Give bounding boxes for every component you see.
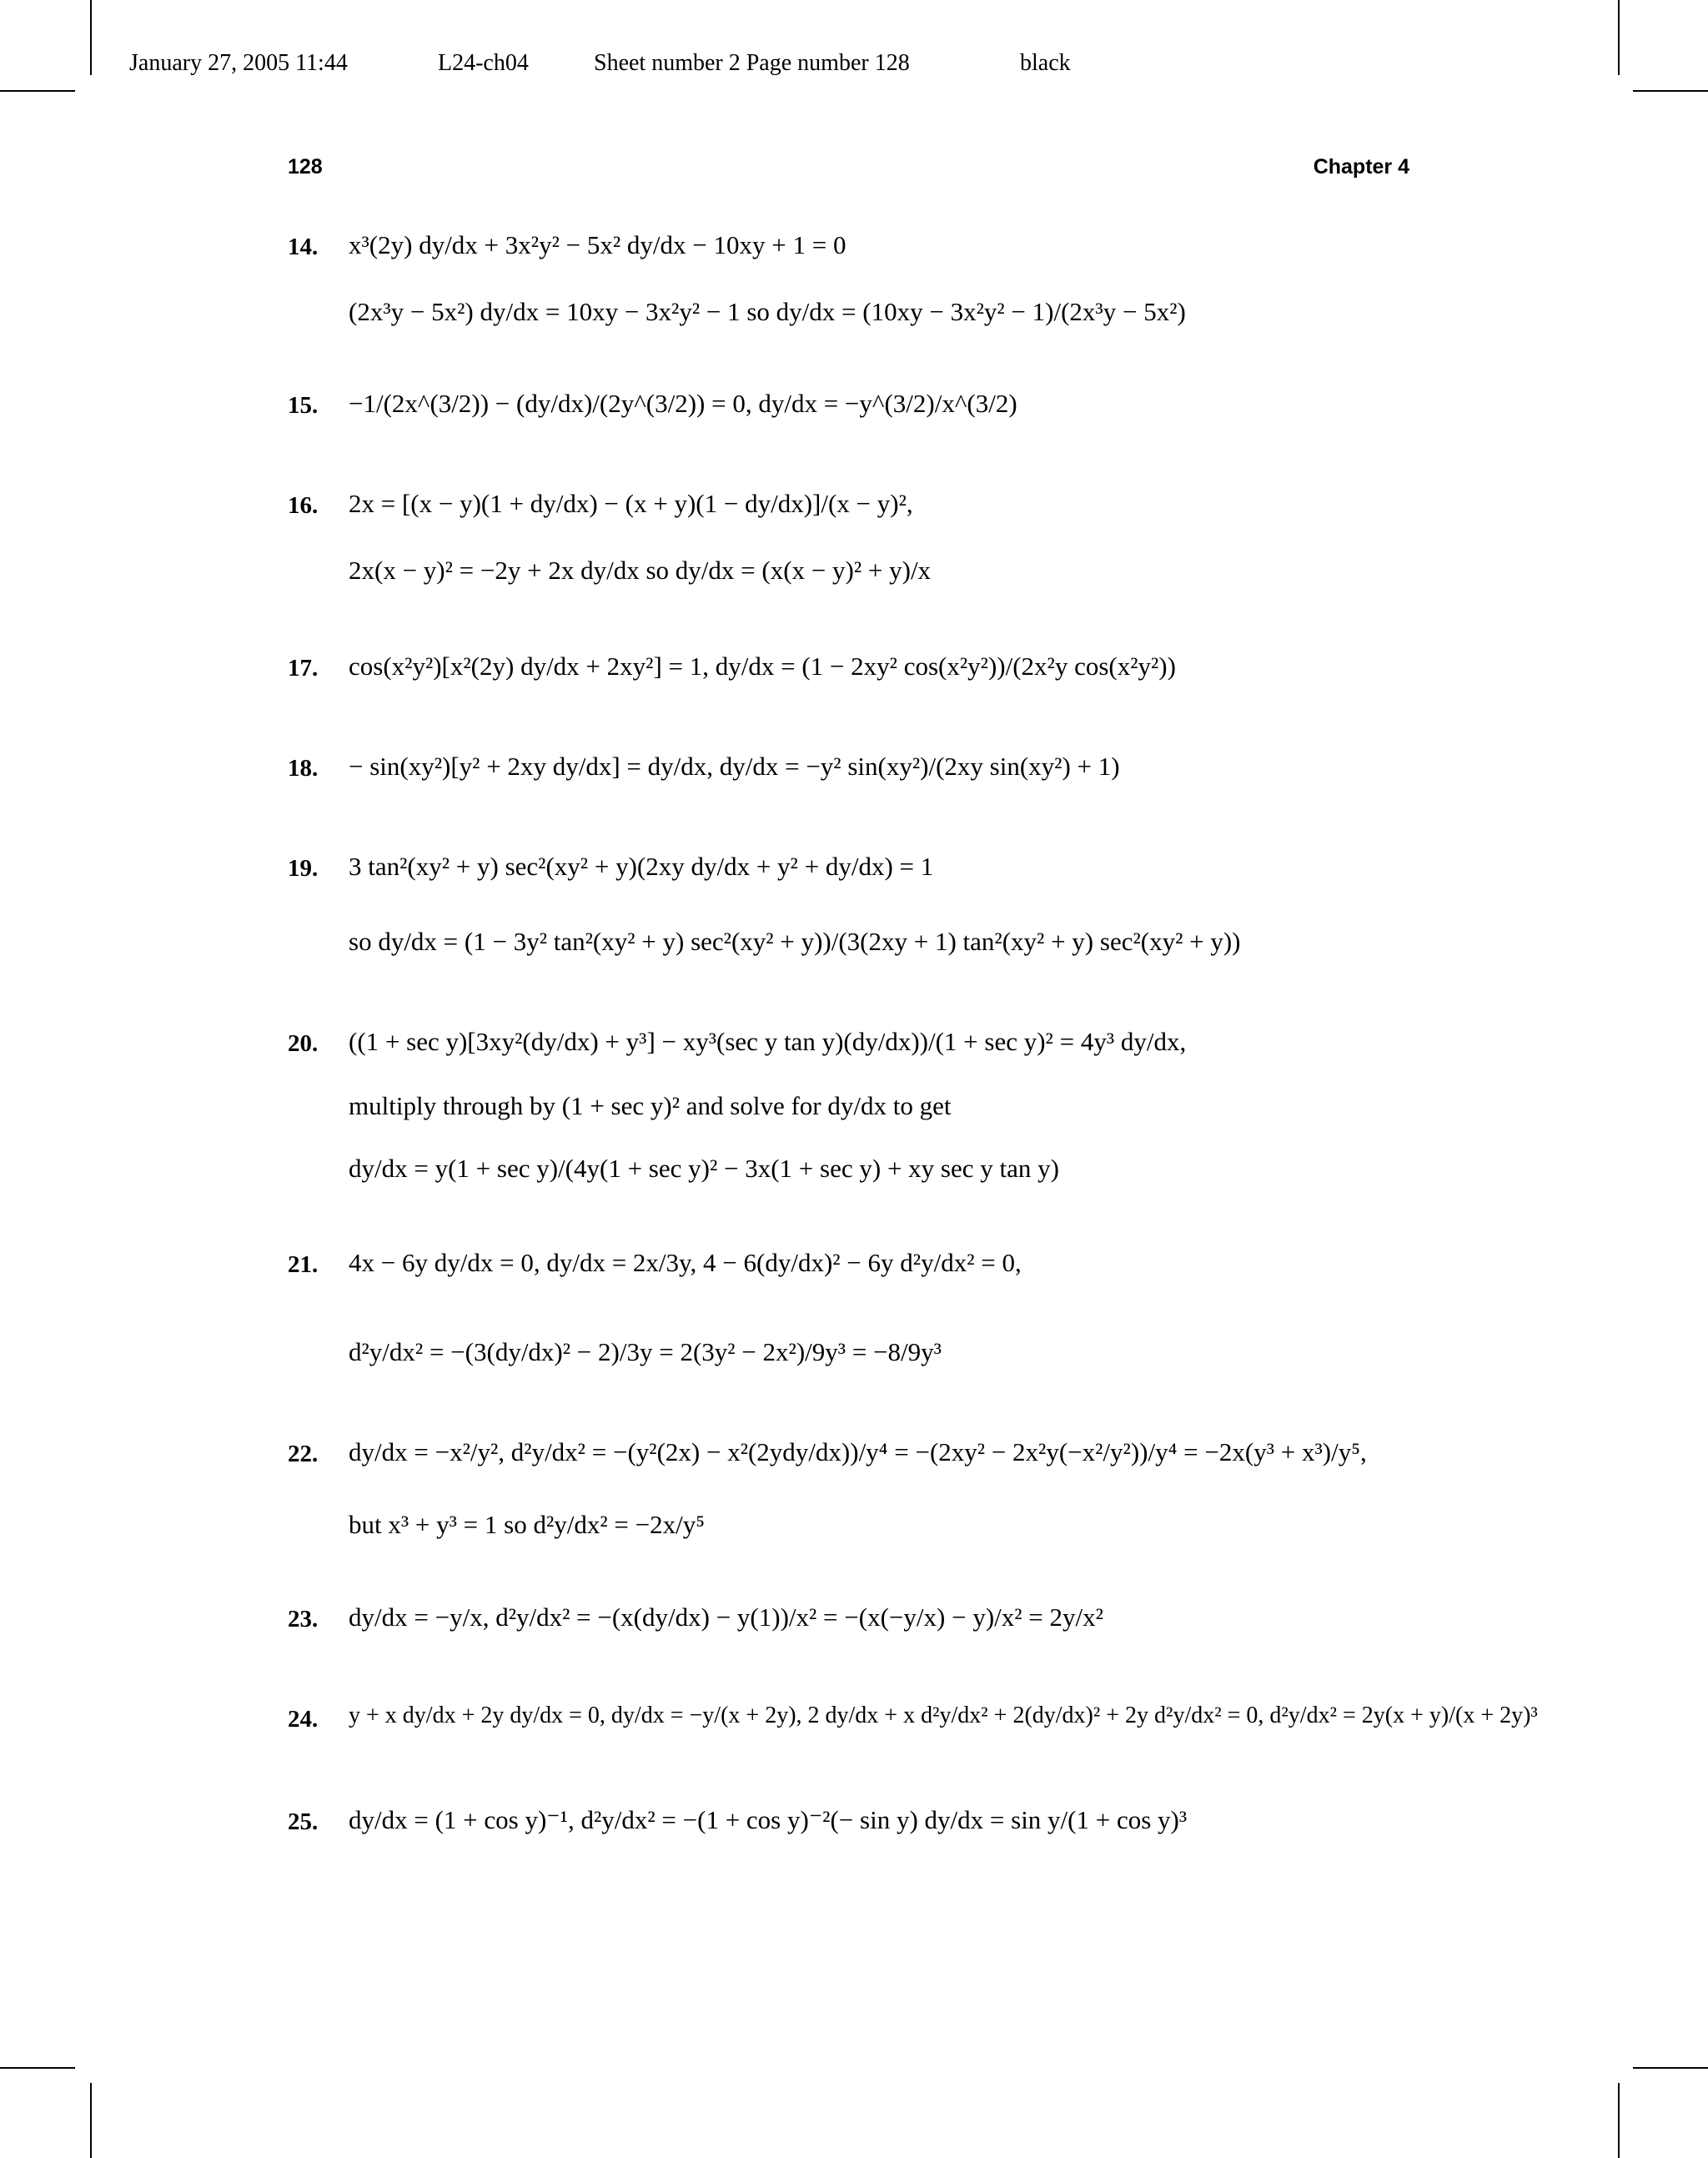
equation-line: dy/dx = −y/x, d²y/dx² = −(x(dy/dx) − y(1))/x² = −(x(−y/x) − y)/x² = 2y/x² (349, 1602, 1103, 1632)
equation-line: cos(x²y²)[x²(2y) dy/dx + 2xy²] = 1, dy/dx = (1 − 2xy² cos(x²y²))/(2x²y cos(x²y²)) (349, 651, 1176, 681)
equation-line: x³(2y) dy/dx + 3x²y² − 5x² dy/dx − 10xy + 1 = 0 (349, 230, 846, 259)
problem-number: 24. (288, 1706, 319, 1733)
slug-sheet: Sheet number 2 Page number 128 (594, 50, 910, 76)
equation-line: multiply through by (1 + sec y)² and solve for dy/dx to get (349, 1091, 952, 1120)
problem-number: 16. (288, 492, 319, 519)
slug-date: January 27, 2005 11:44 (129, 50, 348, 76)
crop-mark (90, 2083, 92, 2158)
chapter-title: Chapter 4 (1313, 155, 1409, 179)
equation-line: dy/dx = y(1 + sec y)/(4y(1 + sec y)² − 3x(1 + sec y) + xy sec y tan y) (349, 1154, 1059, 1183)
equation-line: y + x dy/dx + 2y dy/dx = 0, dy/dx = −y/(x + 2y), 2 dy/dx + x d²y/dx² + 2(dy/dx)² + 2y d²y/dx² = 0, d²y/dx² = 2y(x + y)/(x + 2y)³ (349, 1703, 1538, 1728)
crop-mark (90, 0, 92, 75)
equation-line: so dy/dx = (1 − 3y² tan²(xy² + y) sec²(xy² + y))/(3(2xy + 1) tan²(xy² + y) sec²(xy² + y)) (349, 927, 1241, 956)
page-number: 128 (288, 155, 323, 179)
crop-mark (1633, 90, 1708, 92)
equation-line: −1/(2x^(3/2)) − (dy/dx)/(2y^(3/2)) = 0, dy/dx = −y^(3/2)/x^(3/2) (349, 389, 1017, 418)
crop-mark (1618, 2083, 1620, 2158)
problem-number: 15. (288, 392, 319, 419)
crop-mark (1618, 0, 1620, 75)
slug-file: L24-ch04 (438, 50, 529, 76)
problem-number: 19. (288, 855, 319, 882)
problem-number: 25. (288, 1808, 319, 1835)
equation-line: (2x³y − 5x²) dy/dx = 10xy − 3x²y² − 1 so dy/dx = (10xy − 3x²y² − 1)/(2x³y − 5x²) (349, 297, 1186, 326)
equation-line: but x³ + y³ = 1 so d²y/dx² = −2x/y⁵ (349, 1510, 706, 1539)
crop-mark (0, 2067, 75, 2069)
problem-number: 14. (288, 234, 319, 260)
slug-color: black (1020, 50, 1071, 76)
problem-number: 21. (288, 1251, 319, 1278)
crop-mark (1633, 2067, 1708, 2069)
equation-line: − sin(xy²)[y² + 2xy dy/dx] = dy/dx, dy/dx = −y² sin(xy²)/(2xy sin(xy²) + 1) (349, 752, 1120, 781)
problem-number: 20. (288, 1030, 319, 1057)
problem-number: 17. (288, 655, 319, 682)
problem-number: 23. (288, 1606, 319, 1632)
equation-line: ((1 + sec y)[3xy²(dy/dx) + y³] − xy³(sec y tan y)(dy/dx))/(1 + sec y)² = 4y³ dy/dx, (349, 1027, 1187, 1056)
equation-line: dy/dx = −x²/y², d²y/dx² = −(y²(2x) − x²(2ydy/dx))/y⁴ = −(2xy² − 2x²y(−x²/y²))/y⁴ = −2x(y³ + x³)/y⁵, (349, 1437, 1367, 1466)
equation-line: dy/dx = (1 + cos y)⁻¹, d²y/dx² = −(1 + cos y)⁻²(− sin y) dy/dx = sin y/(1 + cos y)³ (349, 1805, 1188, 1834)
problem-number: 18. (288, 755, 319, 782)
crop-mark (0, 90, 75, 92)
equation-line: 4x − 6y dy/dx = 0, dy/dx = 2x/3y, 4 − 6(dy/dx)² − 6y d²y/dx² = 0, (349, 1248, 1022, 1277)
problem-number: 22. (288, 1441, 319, 1467)
equation-line: 2x = [(x − y)(1 + dy/dx) − (x + y)(1 − dy/dx)]/(x − y)², (349, 489, 913, 518)
equation-line: d²y/dx² = −(3(dy/dx)² − 2)/3y = 2(3y² − 2x²)/9y³ = −8/9y³ (349, 1337, 942, 1366)
equation-line: 3 tan²(xy² + y) sec²(xy² + y)(2xy dy/dx + y² + dy/dx) = 1 (349, 852, 934, 881)
equation-line: 2x(x − y)² = −2y + 2x dy/dx so dy/dx = (x(x − y)² + y)/x (349, 556, 932, 585)
